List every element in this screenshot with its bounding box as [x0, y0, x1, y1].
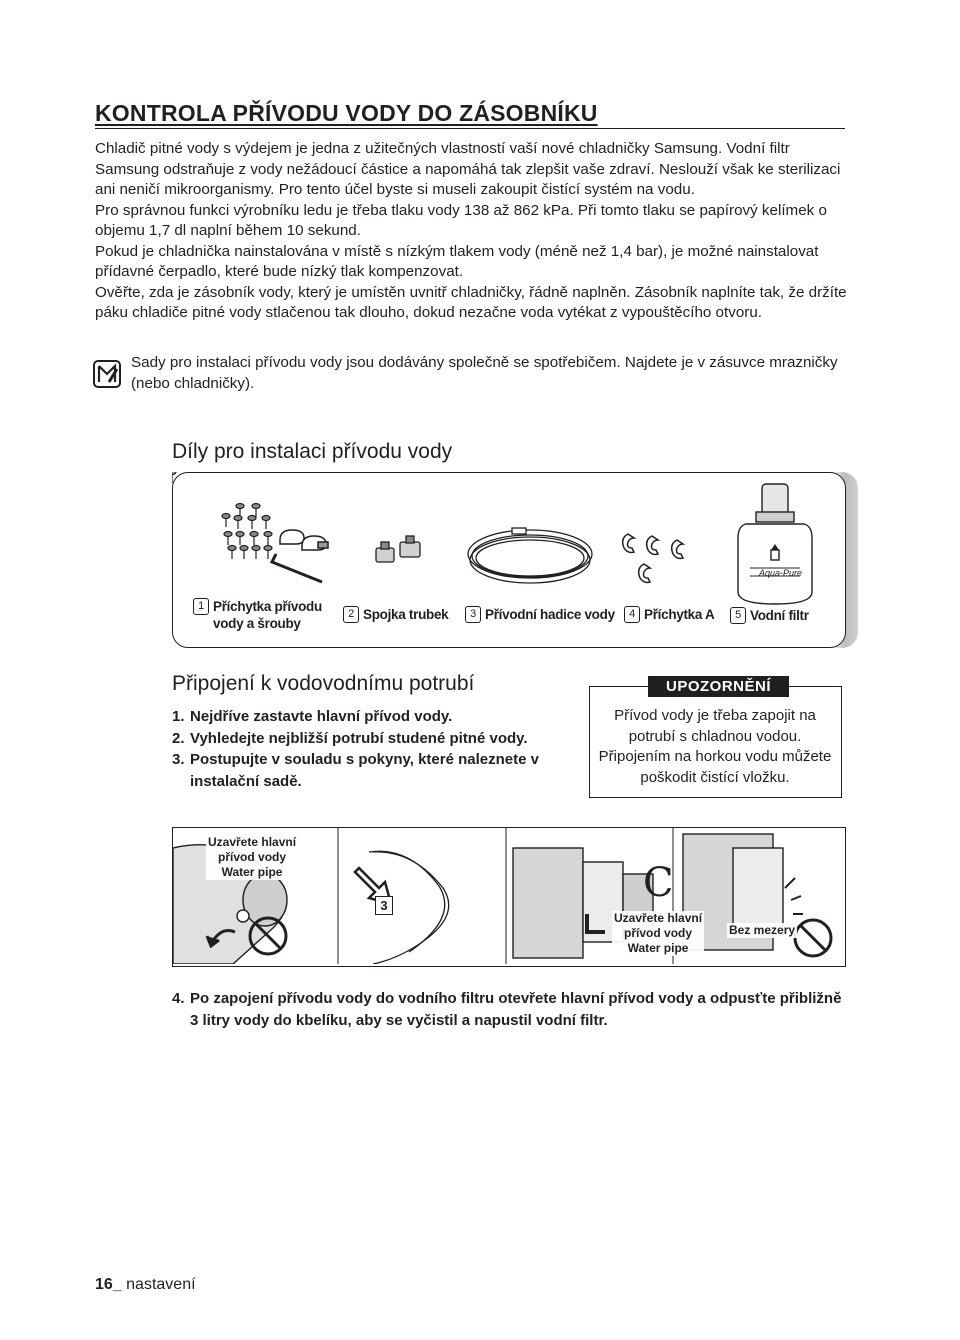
hex-key-icon [272, 554, 322, 582]
intro-paragraph: Ověřte, zda je zásobník vody, který je umístěn uvnitř chladničky, řádně naplněn. Zásobník naplníte tak, že držíte páku chladiče pitné vody stlačenou tak dlouho, dokud nezačne voda vytékat z vypouštěcího otvoru. [95, 283, 847, 321]
parts-heading: Díly pro instalaci přívodu vody [172, 440, 453, 463]
clip-a-icon [623, 534, 683, 583]
part-number: 4 [624, 606, 640, 623]
step-3-marker: 3 [375, 896, 393, 915]
water-hose-coil-icon [468, 528, 592, 583]
screws-icon [172, 472, 272, 559]
step-text: Po zapojení přívodu vody do vodního filtru otevřete hlavní přívod vody a odpusťte přibližně 3 litry vody do kbelíku, aby se vyčistil a napustil vodní filtr. [190, 990, 842, 1029]
tube-connector-icon [376, 536, 420, 562]
part-label-text: Spojka trubek [363, 607, 449, 622]
part-label-5 [730, 607, 809, 624]
part-number: 3 [465, 606, 481, 623]
water-filter-icon [738, 484, 812, 604]
part-label-text: Přívodní hadice vody [485, 607, 615, 622]
step-number: 4. [172, 990, 185, 1007]
part-label-2 [343, 606, 448, 623]
list-item [172, 706, 572, 728]
part-label-4 [624, 606, 714, 623]
title-rule [95, 128, 845, 129]
part-label-1 [193, 598, 325, 632]
part-label-text: Vodní filtr [750, 608, 809, 623]
step-number: 3. [172, 751, 185, 768]
part-label-text: Příchytka přívodu vody a šrouby [213, 599, 322, 631]
intro-text [95, 139, 847, 324]
intro-paragraph: Pro správnou funkci výrobníku ledu je třeba tlaku vody 138 až 862 kPa. Při tomto tlaku se papírový kelímek o objemu 1,7 dl naplní během 10 sekund. [95, 201, 827, 239]
illustration-label-right: Bez mezery [729, 923, 796, 937]
warning-text: Přívod vody je třeba zapojit na potrubí s chladnou vodou. Připojením na horkou vodu můžete poškodit čistící vložku. [598, 707, 832, 786]
part-number: 5 [730, 607, 746, 624]
part-number: 2 [343, 606, 359, 623]
part-label-3 [465, 606, 615, 623]
prohibited-icon [795, 920, 831, 956]
list-item [172, 749, 572, 792]
warning-badge: UPOZORNĚNÍ [648, 676, 789, 697]
label-line: Water pipe [221, 865, 283, 879]
label-line: přívod vody [218, 850, 287, 864]
filter-brand: Aqua-Pure [759, 568, 803, 578]
page-title: KONTROLA PŘÍVODU VODY DO ZÁSOBNÍKU [95, 100, 598, 126]
label-line: Water pipe [627, 941, 689, 955]
note-text: Sady pro instalaci přívodu vody jsou dodávány společně se spotřebičem. Najdete je v zásuvce mrazničky (nebo chladničky). [131, 354, 838, 392]
list-item [172, 728, 572, 750]
intro-paragraph: Chladič pitné vody s výdejem je jedna z užitečných vlastností vaší nové chladničky Samsung. Vodní filtr Samsung odstraňuje z vody nežádoucí částice a napomáhá tak zlepšit vaše zdraví. Neslouží však ke sterilizaci ani neničí mikroorganismy. Pro tento účel byste si museli zakoupit čistící systém na vodu. [95, 140, 841, 198]
step-4 [172, 988, 844, 1031]
label-line: Uzavřete hlavní [614, 911, 703, 925]
step-text: Nejdříve zastavte hlavní přívod vody. [190, 708, 453, 725]
connect-heading: Připojení k vodovodnímu potrubí [172, 672, 475, 695]
label-line: přívod vody [624, 926, 693, 940]
part-number: 1 [193, 598, 209, 615]
connect-steps [172, 706, 572, 792]
illustration-label-mid [612, 911, 704, 956]
step-number: 1. [172, 708, 185, 725]
note-pencil-icon [93, 360, 121, 388]
pipe-clamp-icon [280, 530, 328, 550]
step-number: 2. [172, 729, 185, 747]
step-text: Postupujte v souladu s pokyny, které naleznete v instalační sadě. [190, 751, 539, 790]
svg-text:C: C [643, 860, 674, 906]
part-label-text: Příchytka A [644, 607, 715, 622]
page-footer [95, 1276, 196, 1294]
label-line: Uzavřete hlavní [208, 835, 297, 849]
footer-section: nastavení [126, 1276, 196, 1293]
intro-paragraph: Pokud je chladnička nainstalována v místě s nízkým tlakem vody (méně než 1,4 bar), je možné nainstalovat přídavné čerpadlo, které bude nízký tlak kompenzovat. [95, 242, 819, 280]
page-number: 16_ [95, 1276, 122, 1293]
illustration-label-left [206, 835, 298, 880]
step-text: Vyhledejte nejbližší potrubí studené pitné vody. [190, 729, 528, 747]
